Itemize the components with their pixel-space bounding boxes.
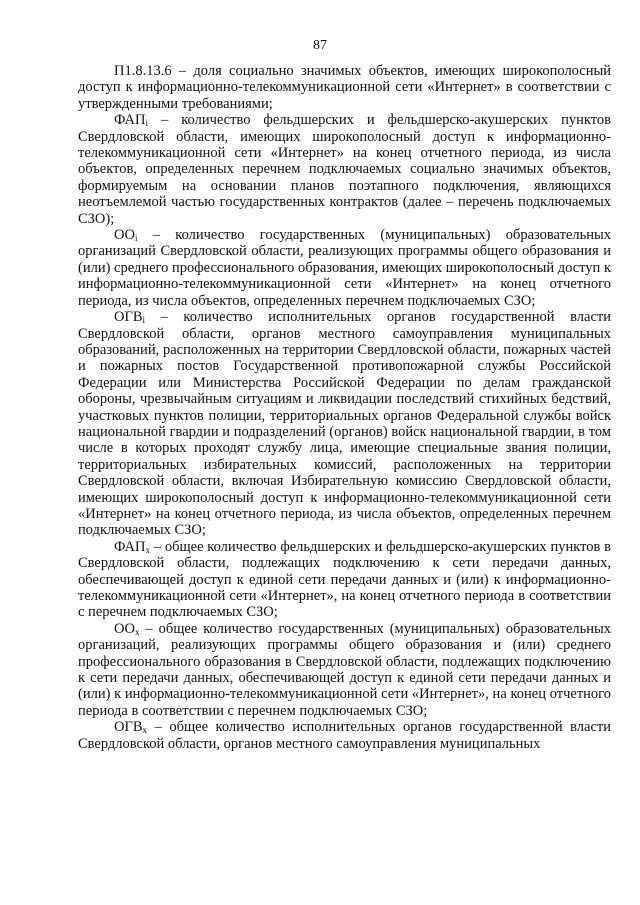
paragraph-oo-x xyxy=(78,621,611,719)
term-subscript: x xyxy=(142,725,148,736)
term-subscript: i xyxy=(142,315,146,326)
paragraph-fap-i xyxy=(78,112,611,227)
definition-text: – общее количество фельдшерских и фельдшерско-акушерских пунктов в Свердловской области, подлежащих подключению к сети передачи данных, обеспечивающей доступ к единой сети передачи данных и (или) к информационно-телекоммуникационной сети «Интернет», на конец отчетного периода в соответствии с перечнем подключаемых СЗО; xyxy=(78,538,611,621)
term-subscript: x xyxy=(145,544,150,555)
term: ФАП xyxy=(114,538,146,555)
term: ОО xyxy=(114,227,135,244)
term: ОГВ xyxy=(114,309,143,326)
definition-text: – общее количество исполнительных органов государственной власти Свердловской области, органов местного самоуправления муниципальных xyxy=(78,719,611,752)
term-subscript: i xyxy=(134,233,138,244)
definition-text: – количество государственных (муниципальных) образовательных организаций Свердловской области, реализующих программы общего образования и (или) среднего профессионального образования, имеющих широкополосный доступ к информационно-телекоммуникационной сети «Интернет» на конец отчетного периода, из числа объектов, определенных перечнем подключаемых СЗО; xyxy=(78,227,611,309)
paragraph-ogv-x xyxy=(78,719,611,752)
term: ФАП xyxy=(114,112,146,129)
paragraph-oo-i xyxy=(78,227,611,309)
definition-text: – количество фельдшерских и фельдшерско-акушерских пунктов Свердловской области, имеющих широкополосный доступ к информационно-телекоммуникационной сети «Интернет» на конец отчетного периода, из числа объектов, определенных перечнем подключаемых социально значимых объектов, формируемым на основании планов поэтапного подключения, являющихся неотъемлемой частью государственных контрактов (далее – перечень подключаемых СЗО); xyxy=(78,112,611,227)
term: ОГВ xyxy=(114,719,143,736)
definition-text: – доля социально значимых объектов, имеющих широкополосный доступ к информационно-телекоммуникационной сети «Интернет» в соответствии с утвержденными требованиями; xyxy=(78,63,611,112)
document-body xyxy=(78,63,611,752)
term-subscript: x xyxy=(134,626,140,637)
paragraph-fap-x xyxy=(78,539,611,621)
definition-text: – количество исполнительных органов государственной власти Свердловской области, органов местного самоуправления муниципальных образований, расположенных на территории Свердловской области, пожарных частей и пожарных постов Государственной противопожарной службы Российской Федерации или Министерства Российской Федерации по делам гражданской обороны, чрезвычайным ситуациям и ликвидации последствий стихийных бедствий, участковых пунктов полиции, территориальных органов Федеральной службы войск национальной гвардии и подразделений (органов) войск национальной гвардии, в том числе в которых проходят службу лица, имеющие специальные звания полиции, территориальных избирательных комиссий, расположенных на территории Свердловской области, включая Избирательную комиссию Свердловской области, имеющих широкополосный доступ к информационно-телекоммуникационной сети «Интернет» на конец отчетного периода, из числа объектов, определенных перечнем подключаемых СЗО; xyxy=(78,309,611,539)
term: ОО xyxy=(114,620,135,637)
definition-text: – общее количество государственных (муниципальных) образовательных организаций, реализующих программы общего образования и (или) среднего профессионального образования в Свердловской области, подлежащих подключению к сети передачи данных, обеспечивающей доступ к единой сети передачи данных и (или) к информационно-телекоммуникационной сети «Интернет», на конец отчетного периода в соответствии с перечнем подключаемых СЗО; xyxy=(78,620,611,719)
term-subscript: i xyxy=(145,118,149,129)
paragraph-ogv-i xyxy=(78,309,611,539)
paragraph-p1-8-13-6 xyxy=(78,63,611,112)
term: П1.8.13.6 xyxy=(114,63,172,79)
page-number: 87 xyxy=(313,38,327,53)
